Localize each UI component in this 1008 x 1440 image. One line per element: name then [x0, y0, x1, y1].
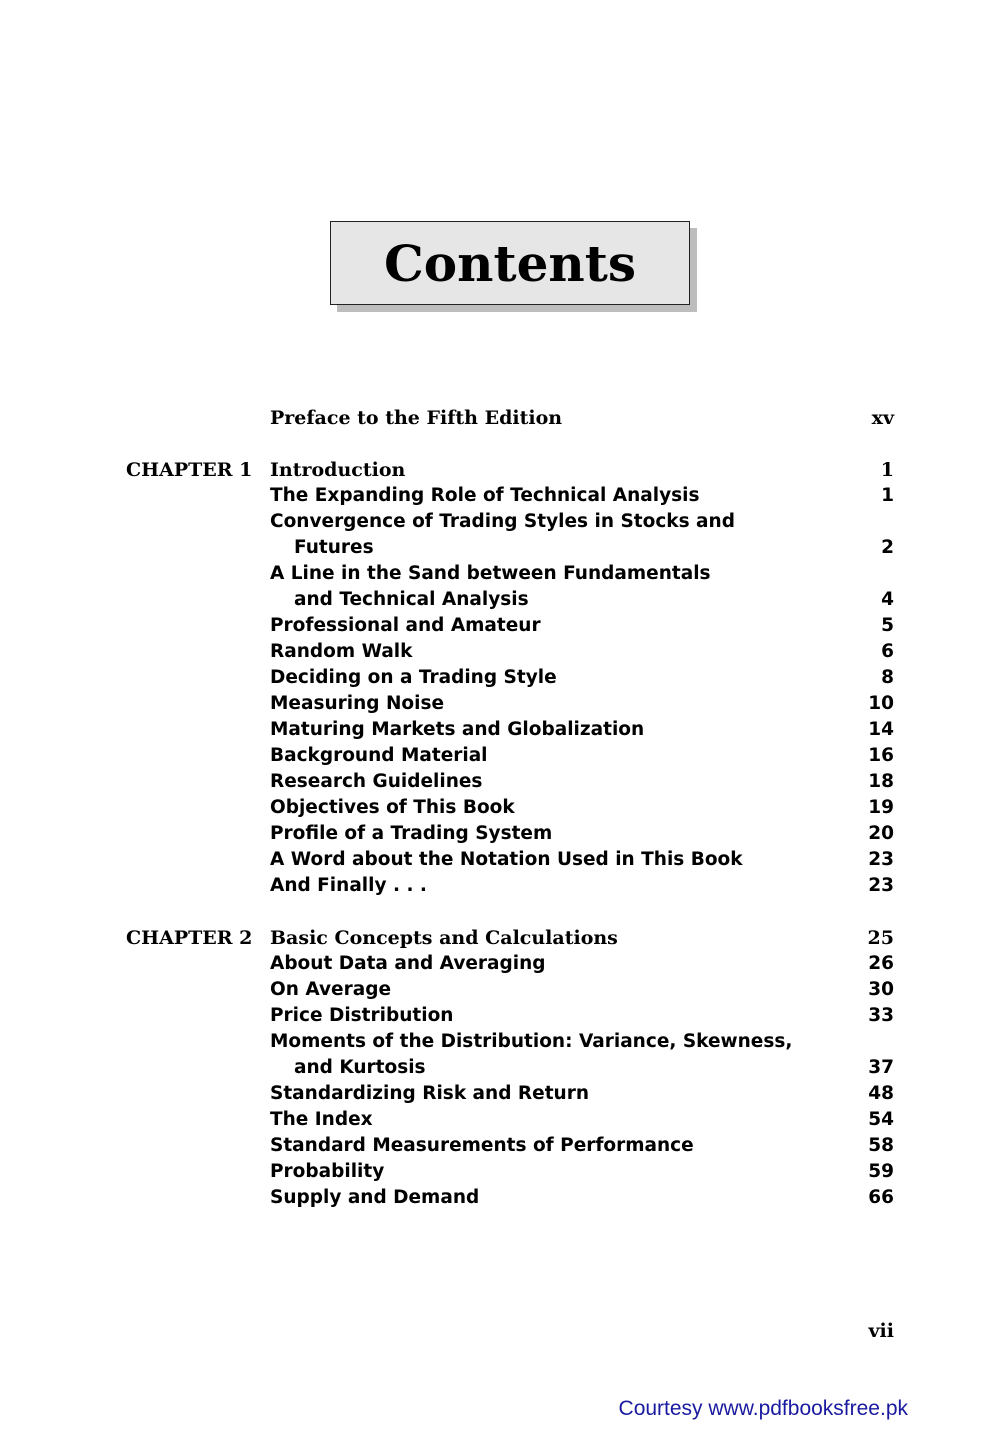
toc-page-number: 30	[868, 979, 894, 1000]
toc-row	[0, 667, 1008, 693]
toc-row	[0, 1057, 1008, 1083]
toc-entry: About Data and Averaging	[270, 953, 546, 974]
toc-page-number: 25	[867, 927, 894, 949]
toc-row	[0, 1083, 1008, 1109]
page-title: Contents	[383, 233, 636, 293]
toc-row	[0, 823, 1008, 849]
toc-entry: Random Walk	[270, 641, 413, 662]
toc-entry: and Kurtosis	[294, 1057, 426, 1078]
toc-entry: Research Guidelines	[270, 771, 483, 792]
toc-row	[0, 953, 1008, 979]
toc-page-number: 54	[868, 1109, 894, 1130]
toc-page-number: 19	[868, 797, 894, 818]
toc-row	[0, 1161, 1008, 1187]
toc-row	[0, 693, 1008, 719]
toc-entry: Standardizing Risk and Return	[270, 1083, 589, 1104]
toc-row	[0, 641, 1008, 667]
toc-page-number: 59	[868, 1161, 894, 1182]
toc-page-number: 16	[868, 745, 894, 766]
toc-page-number: 23	[868, 849, 894, 870]
toc-entry: A Word about the Notation Used in This Book	[270, 849, 743, 870]
toc-page-number: 10	[868, 693, 894, 714]
toc-row	[0, 1135, 1008, 1161]
toc-page-number: 66	[868, 1187, 894, 1208]
toc-row	[0, 615, 1008, 641]
courtesy-watermark: Courtesy www.pdfbooksfree.pk	[618, 1397, 908, 1420]
toc-page-number: 6	[881, 641, 894, 662]
toc-entry: The Index	[270, 1109, 373, 1130]
toc-row	[0, 1109, 1008, 1135]
toc-entry: A Line in the Sand between Fundamentals	[270, 563, 711, 584]
chapter-label: CHAPTER 1	[126, 459, 253, 481]
toc-entry: The Expanding Role of Technical Analysis	[270, 485, 700, 506]
toc-row	[0, 797, 1008, 823]
toc-entry: Professional and Amateur	[270, 615, 541, 636]
toc-page-number: 26	[868, 953, 894, 974]
toc-entry: Deciding on a Trading Style	[270, 667, 557, 688]
toc-row	[0, 563, 1008, 589]
toc-page-number: 8	[881, 667, 894, 688]
toc-page-number: 1	[881, 485, 894, 506]
toc-page-number: 58	[868, 1135, 894, 1156]
toc-entry: Convergence of Trading Styles in Stocks and	[270, 511, 735, 532]
toc-page-number: 14	[868, 719, 894, 740]
toc-row	[0, 875, 1008, 901]
toc-row	[0, 459, 1008, 485]
toc-entry: Price Distribution	[270, 1005, 454, 1026]
toc-row	[0, 1031, 1008, 1057]
toc-heading: Basic Concepts and Calculations	[270, 927, 618, 949]
toc-row	[0, 485, 1008, 511]
toc-entry: Futures	[294, 537, 374, 558]
toc-row	[0, 719, 1008, 745]
toc-entry: Maturing Markets and Globalization	[270, 719, 645, 740]
toc-page-number: 48	[868, 1083, 894, 1104]
toc-page-number: 4	[881, 589, 894, 610]
toc-row	[0, 511, 1008, 537]
toc-row	[0, 771, 1008, 797]
toc-entry: Standard Measurements of Performance	[270, 1135, 694, 1156]
toc-row	[0, 1187, 1008, 1213]
page-number: vii	[868, 1320, 894, 1342]
toc-entry: Profile of a Trading System	[270, 823, 553, 844]
toc-entry: Supply and Demand	[270, 1187, 480, 1208]
toc-entry: Background Material	[270, 745, 488, 766]
toc-entry: and Technical Analysis	[294, 589, 529, 610]
toc-entry: And Finally . . .	[270, 875, 427, 896]
toc-page-number: 5	[881, 615, 894, 636]
toc-page-number: xv	[871, 407, 894, 429]
chapter-label: CHAPTER 2	[126, 927, 253, 949]
toc-entry: Measuring Noise	[270, 693, 445, 714]
toc-row	[0, 849, 1008, 875]
toc-row	[0, 979, 1008, 1005]
toc-page-number: 2	[881, 537, 894, 558]
toc-page-number: 18	[868, 771, 894, 792]
toc-heading: Introduction	[270, 459, 406, 481]
toc-page-number: 33	[868, 1005, 894, 1026]
toc-entry: Moments of the Distribution: Variance, Skewness,	[270, 1031, 793, 1052]
toc-page-number: 20	[868, 823, 894, 844]
toc-row	[0, 537, 1008, 563]
toc-entry: Probability	[270, 1161, 385, 1182]
toc-row	[0, 745, 1008, 771]
toc-entry: Objectives of This Book	[270, 797, 515, 818]
toc-page-number: 1	[880, 459, 894, 481]
toc-page-number: 23	[868, 875, 894, 896]
toc-row	[0, 407, 1008, 433]
toc-row	[0, 1005, 1008, 1031]
toc-row	[0, 927, 1008, 953]
toc-page-number: 37	[868, 1057, 894, 1078]
toc-entry: On Average	[270, 979, 391, 1000]
toc-row	[0, 589, 1008, 615]
toc-heading: Preface to the Fifth Edition	[270, 407, 563, 429]
